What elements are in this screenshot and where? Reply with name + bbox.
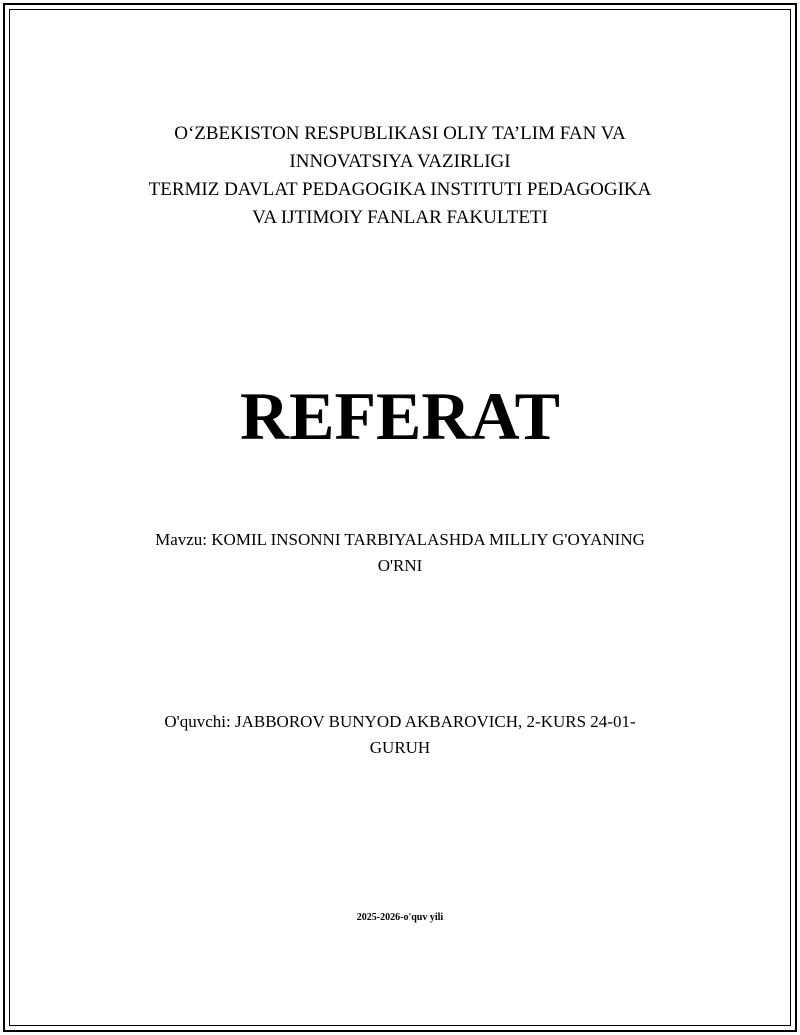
document-title: REFERAT — [240, 378, 560, 454]
header-line-institute-2: VA IJTIMOIY FANLAR FAKULTETI — [252, 207, 548, 228]
header-line-institute-1: TERMIZ DAVLAT PEDAGOGIKA INSTITUTI PEDAGOGIKA — [148, 179, 652, 200]
student-line-2: GURUH — [369, 738, 431, 757]
institution-header — [0, 120, 800, 232]
student-block — [0, 709, 800, 761]
header-line-ministry-1: O‘ZBEKISTON RESPUBLIKASI OLIY TA’LIM FAN VA — [174, 123, 626, 144]
topic-block — [0, 527, 800, 579]
header-line-ministry-2: INNOVATSIYA VAZIRLIGI — [289, 151, 511, 172]
topic-line-1: Mavzu: KOMIL INSONNI TARBIYALASHDA MILLIY G'OYANING — [155, 530, 645, 549]
academic-year: 2025-2026-o'quv yili — [356, 912, 444, 923]
topic-line-2: O'RNI — [377, 556, 423, 575]
student-line-1: O'quvchi: JABBOROV BUNYOD AKBAROVICH, 2-KURS 24-01- — [164, 712, 636, 731]
